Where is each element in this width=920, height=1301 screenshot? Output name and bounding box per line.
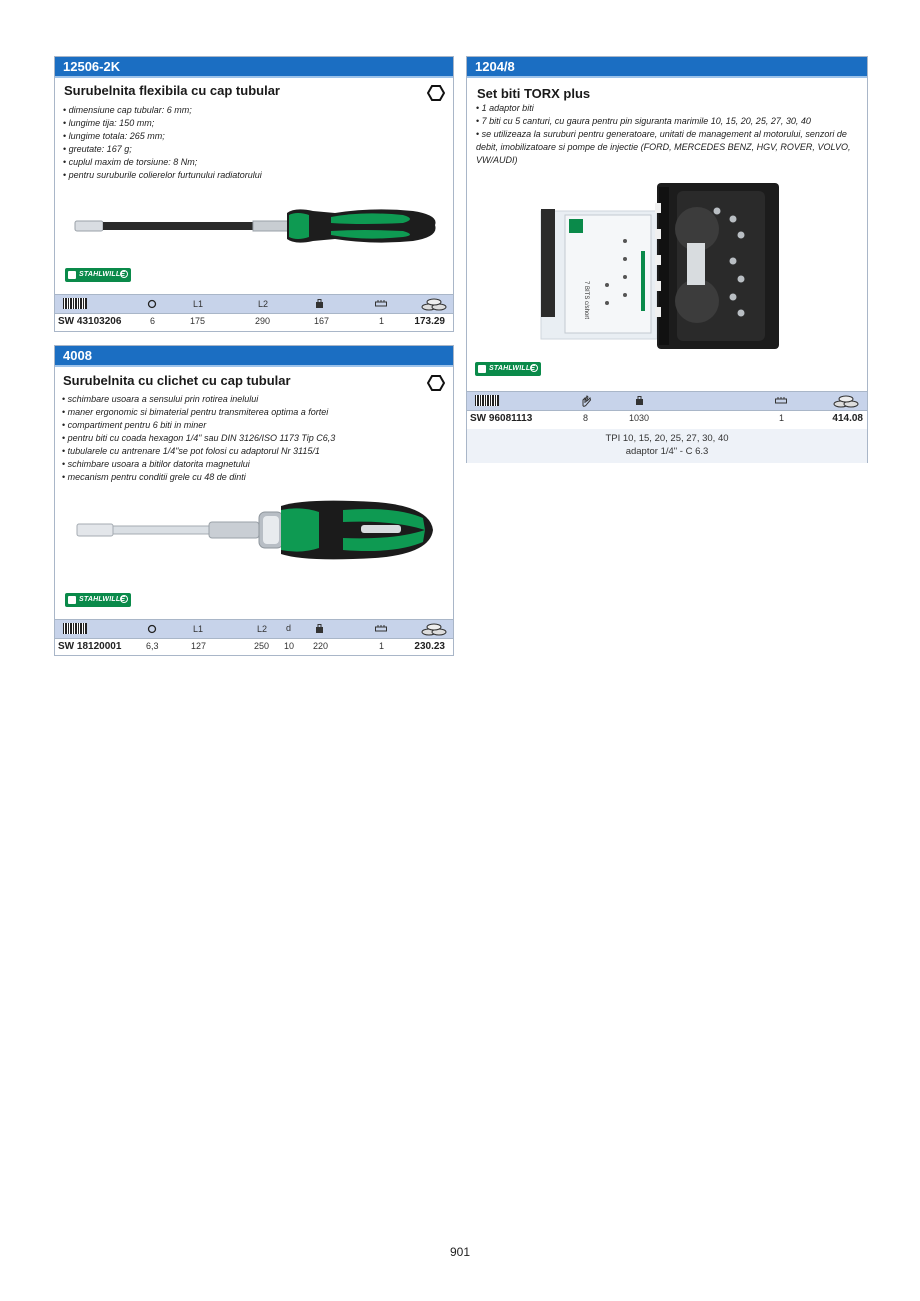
feature-list bbox=[476, 102, 856, 167]
price-value: 414.08 bbox=[832, 413, 863, 424]
l1-value: 175 bbox=[190, 316, 206, 326]
socket-size-icon bbox=[147, 624, 157, 634]
socket-size-value: 6,3 bbox=[146, 641, 159, 651]
socket-size-value: 6 bbox=[150, 316, 156, 326]
spec-header-row bbox=[55, 619, 453, 639]
feature-item: • compartiment pentru 6 biti in miner bbox=[62, 419, 450, 432]
price-value: 230.23 bbox=[414, 641, 445, 652]
spec-header-row bbox=[467, 391, 867, 411]
feature-item: • 1 adaptor biti bbox=[476, 102, 856, 115]
quantity-value: 1 bbox=[379, 316, 385, 326]
header-l1: L1 bbox=[193, 299, 204, 309]
product-code: 4008 bbox=[55, 346, 453, 367]
product-card-12506-2k bbox=[54, 56, 454, 332]
pieces-value: 8 bbox=[583, 413, 589, 423]
table-row bbox=[55, 638, 453, 655]
l2-value: 290 bbox=[255, 316, 271, 326]
product-card-4008 bbox=[54, 345, 454, 656]
feature-item: • dimensiune cap tubular: 6 mm; bbox=[63, 104, 443, 117]
barcode-icon bbox=[63, 623, 87, 634]
feature-list bbox=[63, 104, 443, 182]
case-label: 7 BITS c/short bbox=[583, 281, 589, 320]
feature-item: • lungime totala: 265 mm; bbox=[63, 130, 443, 143]
spec-header-row bbox=[55, 294, 453, 314]
table-row bbox=[55, 313, 453, 330]
product-code: 1204/8 bbox=[467, 57, 867, 78]
page-number: 901 bbox=[449, 1245, 471, 1259]
stahlwille-logo: STAHLWILLE bbox=[475, 362, 541, 376]
product-title: Surubelnita cu clichet cu cap tubular bbox=[63, 373, 291, 388]
weight-icon bbox=[315, 299, 324, 309]
feature-item: • tubularele cu antrenare 1/4"se pot folosi cu adaptorul Nr 3115/1 bbox=[62, 445, 450, 458]
pieces-hand-icon bbox=[581, 395, 592, 407]
quantity-icon bbox=[775, 396, 787, 404]
article-number: SW 96081113 bbox=[470, 413, 533, 424]
quantity-value: 1 bbox=[779, 413, 785, 423]
socket-size-icon bbox=[147, 299, 157, 309]
note-torx-sizes: TPI 10, 15, 20, 25, 27, 30, 40 bbox=[605, 433, 729, 444]
price-coins-icon bbox=[833, 394, 859, 408]
feature-item: • pentru suruburile colierelor furtunului radiatorului bbox=[63, 169, 443, 182]
header-l2: L2 bbox=[257, 624, 268, 634]
weight-icon bbox=[315, 624, 324, 634]
feature-item: • schimbare usoara a sensului prin rotirea inelului bbox=[62, 393, 450, 406]
feature-item: • greutate: 167 g; bbox=[63, 143, 443, 156]
hexagon-icon bbox=[427, 374, 445, 392]
feature-item: • se utilizeaza la suruburi pentru generatoare, unitati de management al motorului, senzori de debit, imobilizatoare si pompe de injectie (FORD, MERCEDES BENZ, HGV, ROVER, VOLVO, VW/AUDI) bbox=[476, 128, 856, 167]
feature-list bbox=[62, 393, 450, 484]
header-l1: L1 bbox=[193, 624, 204, 634]
feature-item: • lungime tija: 150 mm; bbox=[63, 117, 443, 130]
quantity-icon bbox=[375, 624, 387, 632]
product-photo-flexible-screwdriver bbox=[73, 203, 439, 247]
product-code: 12506-2K bbox=[55, 57, 453, 78]
hexagon-icon bbox=[427, 84, 445, 102]
weight-value: 167 bbox=[314, 316, 330, 326]
product-title: Set biti TORX plus bbox=[477, 86, 591, 101]
quantity-value: 1 bbox=[379, 641, 385, 651]
header-d: d bbox=[286, 623, 292, 633]
product-card-1204-8 bbox=[466, 56, 868, 463]
spec-notes bbox=[467, 429, 867, 463]
d-value: 10 bbox=[284, 641, 295, 651]
product-title: Surubelnita flexibila cu cap tubular bbox=[64, 83, 280, 98]
feature-item: • cuplul maxim de torsiune: 8 Nm; bbox=[63, 156, 443, 169]
l1-value: 127 bbox=[191, 641, 207, 651]
price-coins-icon bbox=[421, 297, 447, 311]
stahlwille-logo: STAHLWILLE bbox=[65, 593, 131, 607]
barcode-icon bbox=[475, 395, 499, 406]
weight-icon bbox=[635, 396, 644, 406]
feature-item: • maner ergonomic si bimaterial pentru transmiterea optima a fortei bbox=[62, 406, 450, 419]
feature-item: • schimbare usoara a bitilor datorita magnetului bbox=[62, 458, 450, 471]
l2-value: 250 bbox=[254, 641, 270, 651]
feature-item: • pentru biti cu coada hexagon 1/4" sau DIN 3126/ISO 1173 Tip C6,3 bbox=[62, 432, 450, 445]
table-row bbox=[467, 410, 867, 427]
weight-value: 1030 bbox=[629, 413, 650, 423]
article-number: SW 43103206 bbox=[58, 316, 122, 327]
price-coins-icon bbox=[421, 622, 447, 636]
article-number: SW 18120001 bbox=[58, 641, 122, 652]
quantity-icon bbox=[375, 299, 387, 307]
product-photo-torx-bit-set bbox=[537, 181, 783, 351]
weight-value: 220 bbox=[313, 641, 329, 651]
barcode-icon bbox=[63, 298, 87, 309]
feature-item: • mecanism pentru conditii grele cu 48 de dinti bbox=[62, 471, 450, 484]
price-value: 173.29 bbox=[414, 316, 445, 327]
stahlwille-logo: STAHLWILLE bbox=[65, 268, 131, 282]
product-photo-ratchet-screwdriver bbox=[75, 496, 439, 564]
feature-item: • 7 biti cu 5 canturi, cu gaura pentru pin siguranta marimile 10, 15, 20, 25, 27, 30, 40 bbox=[476, 115, 856, 128]
header-l2: L2 bbox=[258, 299, 269, 309]
note-adaptor: adaptor 1/4" - C 6.3 bbox=[625, 446, 709, 457]
